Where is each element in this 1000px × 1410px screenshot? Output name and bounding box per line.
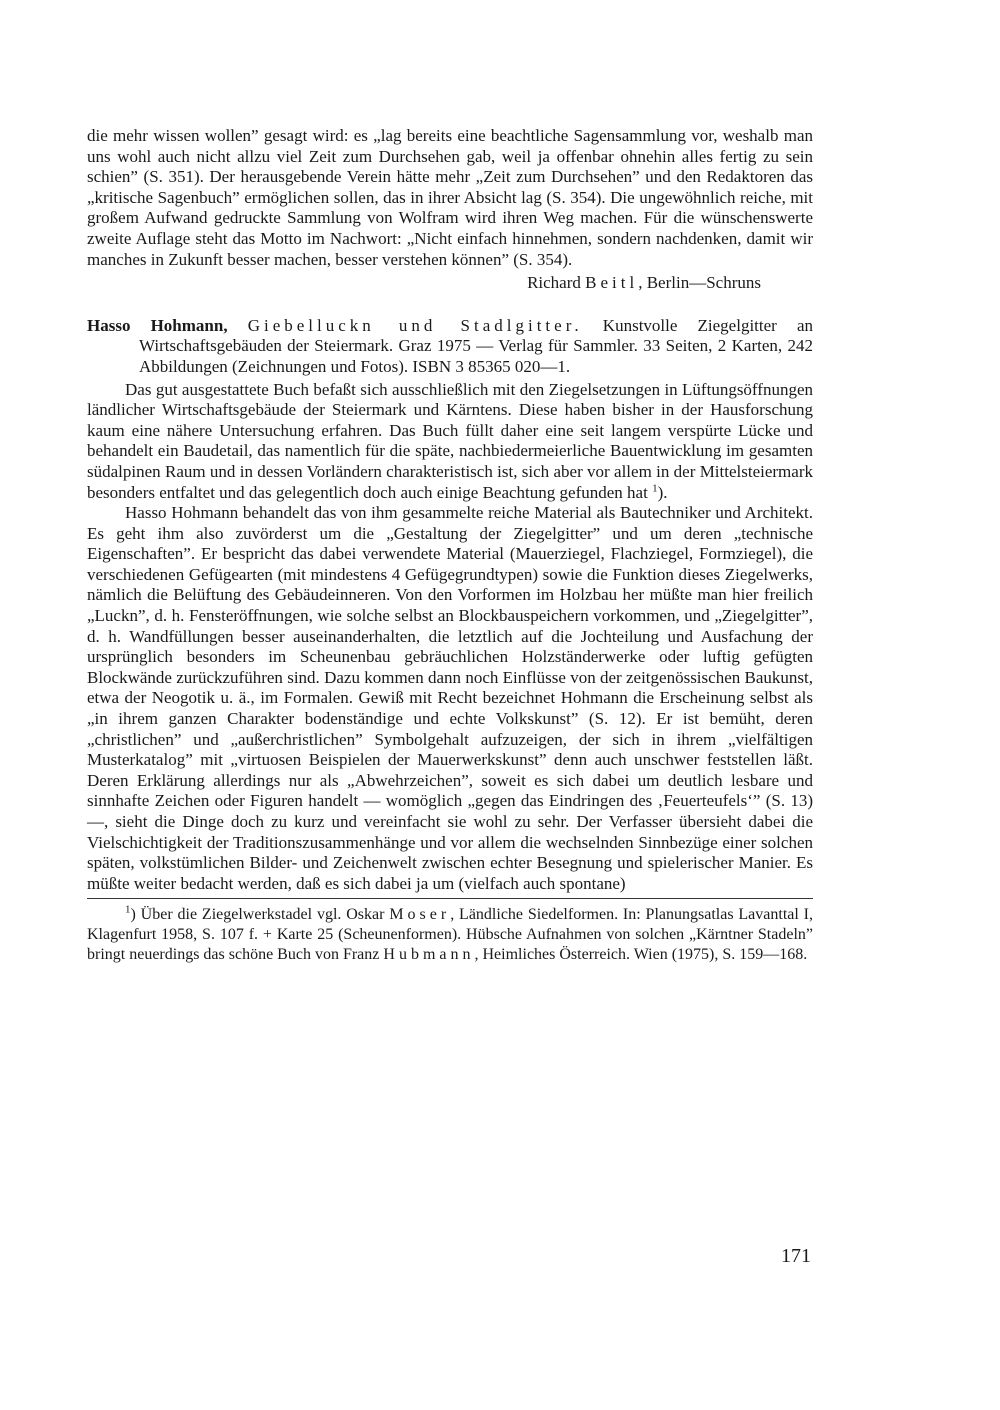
footnote-mark: 1 <box>125 904 131 917</box>
review-paragraph-1-end: ). <box>657 482 668 502</box>
review-signature <box>87 273 761 294</box>
review-paragraph-1 <box>87 380 813 504</box>
review-paragraph-2: Hasso Hohmann behandelt das von ihm gesammelte reiche Material als Bautechniker und Architekt. Es geht ihm also zuvörderst um die „Gestaltung der Ziegelgitter” und um deren „technische Eigenschaften”. Er bespricht das dabei verwendete Material (Mauerziegel, Flachziegel, Formziegel), die verschiedenen Gefügearten (mit mindestens 4 Gefügegrundtypen) sowie die Funktion dieses Ziegelwerks, nämlich die Belüftung des Gebäudeinneren. Von den Vorformen im Holzbau her müßte man hier freilich „Luckn”, d. h. Fensteröffnungen, wie solche selbst an Blockbauspeichern vorkommen, und „Ziegelgitter”, d. h. Wandfüllungen besser auseinanderhalten, die letztlich auf die Jochteilung und Ausfachung der ursprünglich besonders im Scheunenbau gebräuchlichen Holzständerwerke oder luftig gefügten Blockwände zurückzuführen sind. Dazu kommen dann noch Einflüsse von der zeitgenössischen Baukunst, etwa der Neogotik u. ä., im Formalen. Gewiß mit Recht bezeichnet Hohmann die Erscheinung selbst als „in ihrem ganzen Charakter bodenständige und echte Volkskunst” (S. 12). Er ist bemüht, deren „christlichen” und „außerchristlichen” Symbolgehalt aufzuzeigen, der sich in ihrem „vielfältigen Musterkatalog” mit „virtuosen Beispielen der Mauerwerkskunst” denn auch unschwer feststellen läßt. Deren Erklärung allerdings nur als „Abwehrzeichen”, soweit es sich dabei um deutlich lesbare und sinnhafte Zeichen oder Figuren handelt — womöglich „gegen das Eindringen des ‚Feuerteufels‘” (S. 13) —, sieht die Dinge doch zu kurz und vereinfacht sie wohl zu sehr. Der Verfasser übersieht dabei die Vielschichtigkeit der Traditionszusammenhänge und vor allem die wechselnden Sinnbezüge einer solchen späten, volkstümlichen Bilder- und Zeichenwelt zwischen echter Besegnung und spielerischer Manier. Es müßte weiter bedacht werden, daß es sich dabei ja um (vielfach auch spontane) <box>87 503 813 893</box>
continuation-paragraph: die mehr wissen wollen” gesagt wird: es „lag bereits eine beachtliche Sagensammlung vor, weshalb man uns wohl auch nicht allzu viel Zeit zum Durchsehen gab, weil ja offenbar ohnehin alles fertig zu sein schien” (S. 351). Der herausgebende Verein hätte mehr „Zeit zum Durchsehen” und den Redaktoren das „kritische Sagenbuch” ermöglichen sollen, das in ihrer Absicht lag (S. 354). Die ungewöhnlich reiche, mit großem Aufwand gedruckte Sammlung von Wolfram wird ihren Weg machen. Für die wünschenswerte zweite Auflage steht das Motto im Nachwort: „Nicht einfach hinnehmen, sondern nachdenken, damit wir manches in Zukunft besser machen, besser verstehen können” (S. 354). <box>87 126 813 269</box>
signature-place: , Berlin—Schruns <box>638 273 761 293</box>
review-paragraph-1-text: Das gut ausgestattete Buch befaßt sich ausschließlich mit den Ziegelsetzungen in Lüftungsöffnungen ländlicher Wirtschaftsgebäude der Steiermark und Kärntens. Diese haben bisher in der Hausforschung kaum eine nähere Untersuchung erfahren. Das Buch füllt daher eine seit langem verspürte Lücke und behandelt ein Baudetail, das namentlich für die späte, nachbiedermeierliche Bauentwicklung im gesamten südalpinen Raum und in dessen Vorländern charakteristisch ist, sich aber vor allem in der Mittelsteiermark besonders entfaltet und das gelegentlich doch auch einige Beachtung gefunden hat <box>87 379 813 502</box>
page-number: 171 <box>781 1245 811 1267</box>
signature-last-name: Beitl <box>585 273 639 293</box>
footnote-text-a: ) Über die Ziegelwerkstadel vgl. Oskar <box>130 906 390 924</box>
footnote-author-hubmann: Hubmann <box>383 946 475 964</box>
signature-first-name: Richard <box>527 273 581 293</box>
footnote <box>87 905 813 965</box>
footnote-text-b: , Ländliche Siedelformen. In: Planungsatlas Lavanttal I, Klagenfurt 1958, S. 107 f. + Karte 25 (Scheunenformen). Hübsche Aufnahmen von solchen „Kärntner Stadeln” bringt neuerdings das schöne Buch von Franz <box>87 906 814 964</box>
footnote-reference: 1 <box>652 481 658 494</box>
entry-author: Hasso Hohmann, <box>87 315 228 335</box>
footnote-text-c: , Heimliches Österreich. Wien (1975), S. 159—168. <box>474 946 808 964</box>
page-body <box>87 126 813 965</box>
entry-details: Kunstvolle Ziegelgitter an Wirtschaftsgebäuden der Steiermark. Graz 1975 — Verlag für Sammler. 33 Seiten, 2 Karten, 242 Abbildungen (Zeichnungen und Fotos). ISBN 3 85365 020—1. <box>139 315 813 376</box>
footnote-author-moser: Moser <box>389 906 451 924</box>
bibliographic-entry <box>87 316 813 378</box>
entry-title: Giebelluckn und Stadlgitter. <box>247 315 583 335</box>
footnote-divider <box>87 898 813 899</box>
